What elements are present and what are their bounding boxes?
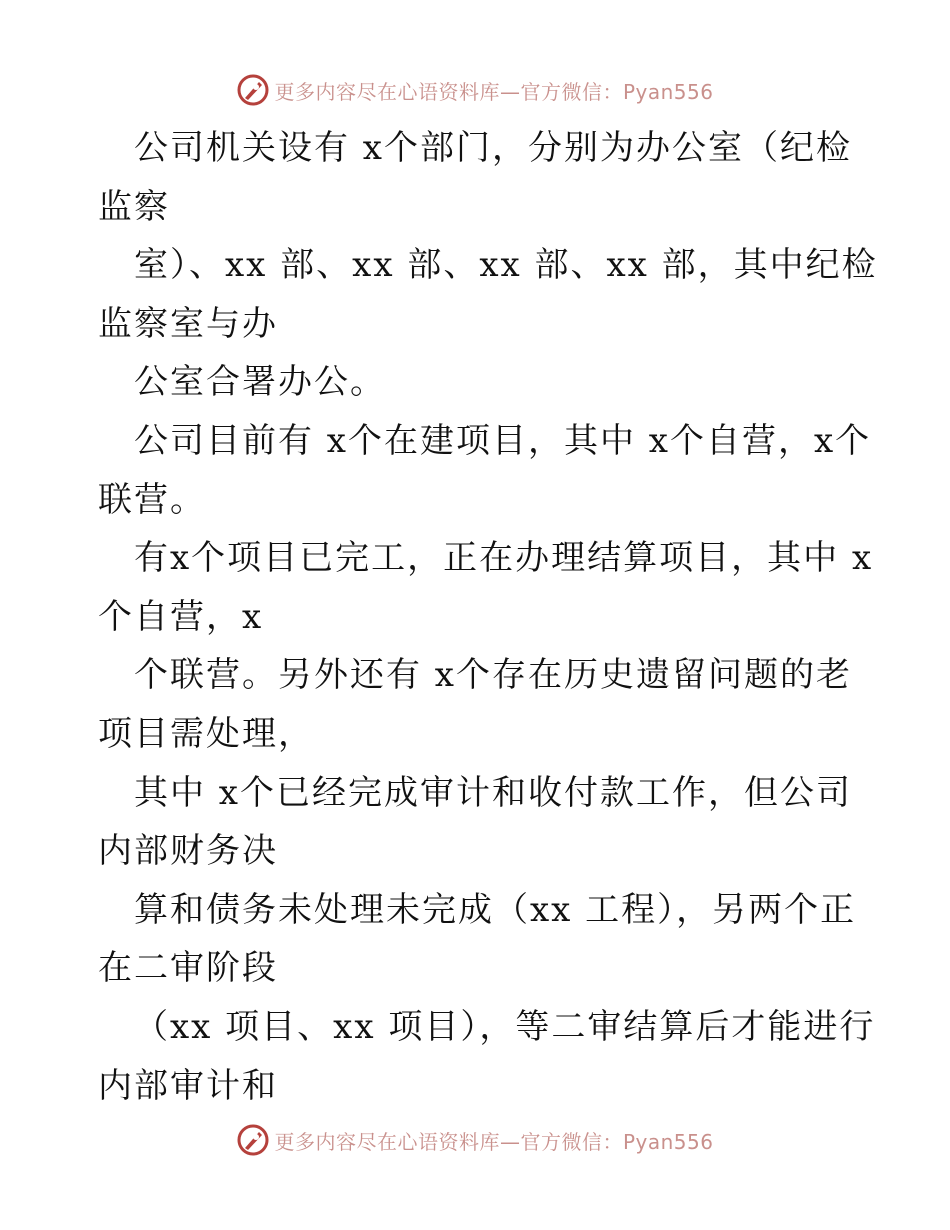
header-banner-text: 更多内容尽在心语资料库—官方微信：Pyan556 — [274, 79, 714, 104]
footer-watermark-banner — [0, 1120, 950, 1160]
footer-banner-text: 更多内容尽在心语资料库—官方微信：Pyan556 — [274, 1129, 714, 1154]
text-line: 个自营，x — [98, 596, 264, 637]
text-line: 项目需处理， — [98, 713, 314, 754]
text-line: 内部审计和 — [98, 1065, 278, 1106]
text-line: （xx 项目、xx 项目），等二审结算后才能进行 — [134, 1006, 876, 1047]
text-line: 室）、xx 部、xx 部、xx 部、xx 部，其中纪检 — [134, 245, 878, 286]
text-line: 联营。 — [98, 479, 206, 520]
text-line: 公司机关设有 x个部门，分别为办公室（纪检 — [134, 128, 852, 168]
document-body — [98, 119, 878, 1115]
text-line: 公司目前有 x个在建项目，其中 x个自营，x个 — [134, 420, 872, 461]
text-line: 有x个项目已完工，正在办理结算项目，其中 x — [134, 538, 874, 579]
brand-logo-icon — [236, 1123, 270, 1157]
text-line: 其中 x个已经完成审计和收付款工作，但公司 — [134, 772, 852, 813]
text-line: 监察 — [98, 186, 170, 227]
brand-logo-icon — [236, 73, 270, 107]
text-line: 监察室与办 — [98, 303, 278, 344]
header-watermark-banner — [0, 70, 950, 110]
text-line: 在二审阶段 — [98, 948, 278, 989]
text-line: 算和债务未处理未完成（xx 工程），另两个正 — [134, 889, 857, 930]
text-line: 内部财务决 — [98, 831, 278, 872]
text-line: 公室合署办公。 — [134, 362, 386, 403]
text-line: 个联营。另外还有 x个存在历史遗留问题的老 — [134, 655, 852, 696]
